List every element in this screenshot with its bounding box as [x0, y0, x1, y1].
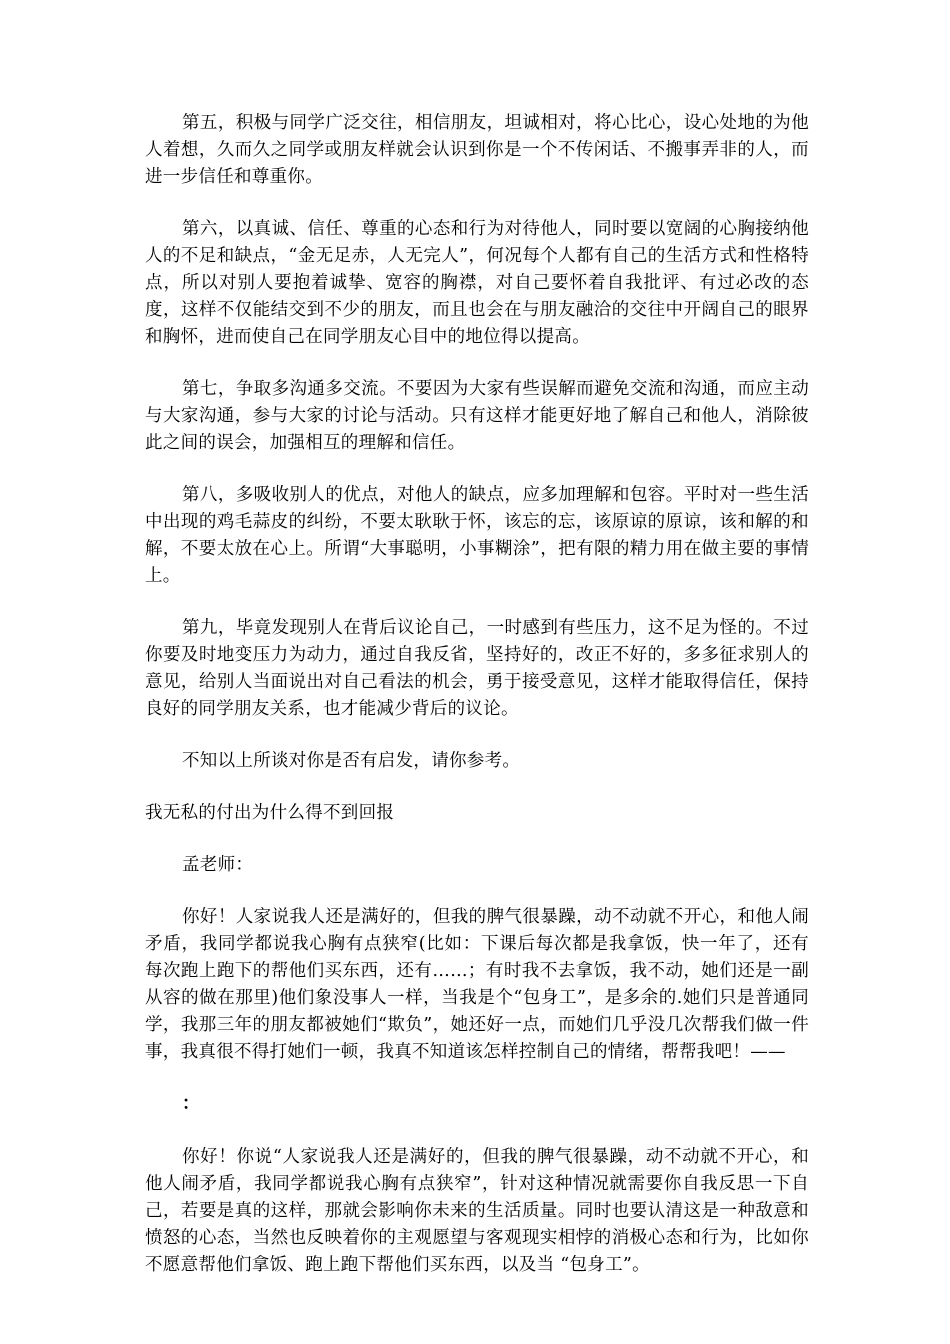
section-title: 我无私的付出为什么得不到回报	[145, 803, 395, 823]
paragraph-eighth: 第八，多吸收别人的优点，对他人的缺点，应多加理解和包容。平时对一些生活中出现的鸡毛蒜皮的纠纷，不要太耿耿于怀，该忘的忘，该原谅的原谅，该和解的和解，不要太放在心上。所谓“大事聪明，小事糊涂”，把有限的精力用在做主要的事情上。	[145, 485, 809, 586]
reply-colon: ：	[182, 1094, 200, 1114]
paragraph-sixth: 第六，以真诚、信任、尊重的心态和行为对待他人，同时要以宽阔的心胸接纳他人的不足和缺点，“金无足赤，人无完人”，何况每个人都有自己的生活方式和性格特点，所以对别人要抱着诚挚、宽容的胸襟，对自己要怀着自我批评、有过必改的态度，这样不仅能结交到不少的朋友，而且也会在与朋友融洽的交往中开阔自己的眼界和胸怀，进而使自己在同学朋友心目中的地位得以提高。	[145, 219, 809, 347]
paragraph-fifth: 第五，积极与同学广泛交往，相信朋友，坦诚相对，将心比心，设心处地的为他人着想，久而久之同学或朋友样就会认识到你是一个不传闲话、不搬事弄非的人，而进一步信任和尊重你。	[145, 113, 809, 187]
letter-body: 你好！人家说我人还是满好的，但我的脾气很暴躁，动不动就不开心，和他人闹矛盾，我同学都说我心胸有点狭窄(比如：下课后每次都是我拿饭，快一年了，还有每次跑上跑下的帮他们买东西，还有……；有时我不去拿饭，我不动，她们还是一副从容的做在那里)他们象没事人一样，当我是个“包身工”，是多余的.她们只是普通同学，我那三年的朋友都被她们“欺负”，她还好一点，而她们几乎没几次帮我们做一件事，我真很不得打她们一顿，我真不知道该怎样控制自己的情绪，帮帮我吧！——	[145, 907, 809, 1062]
document-page	[145, 110, 809, 1304]
paragraph-seventh: 第七，争取多沟通多交流。不要因为大家有些误解而避免交流和沟通，而应主动与大家沟通，参与大家的讨论与活动。只有这样才能更好地了解自己和他人，消除彼此之间的误会，加强相互的理解和信任。	[145, 379, 809, 453]
reply-body: 你好！你说“人家说我人还是满好的，但我的脾气很暴躁，动不动就不开心，和他人闹矛盾，我同学都说我心胸有点狭窄”，针对这种情况就需要你自我反思一下自己，若要是真的这样，那就会影响你未来的生活质量。同时也要认清这是一种敌意和愤怒的心态，当然也反映着你的主观愿望与客观现实相悖的消极心态和行为，比如你不愿意帮他们拿饭、跑上跑下帮他们买东西，以及当 “包身工”。	[145, 1147, 809, 1275]
paragraph-ninth: 第九，毕竟发现别人在背后议论自己，一时感到有些压力，这不足为怪的。不过你要及时地变压力为动力，通过自我反省，坚持好的，改正不好的，多多征求别人的意见，给别人当面说出对自己看法的机会，勇于接受意见，这样才能取得信任，保持良好的同学朋友关系，也才能减少背后的议论。	[145, 618, 809, 719]
closing-remark: 不知以上所谈对你是否有启发，请你参考。	[182, 751, 521, 771]
salutation: 孟老师：	[182, 855, 254, 875]
